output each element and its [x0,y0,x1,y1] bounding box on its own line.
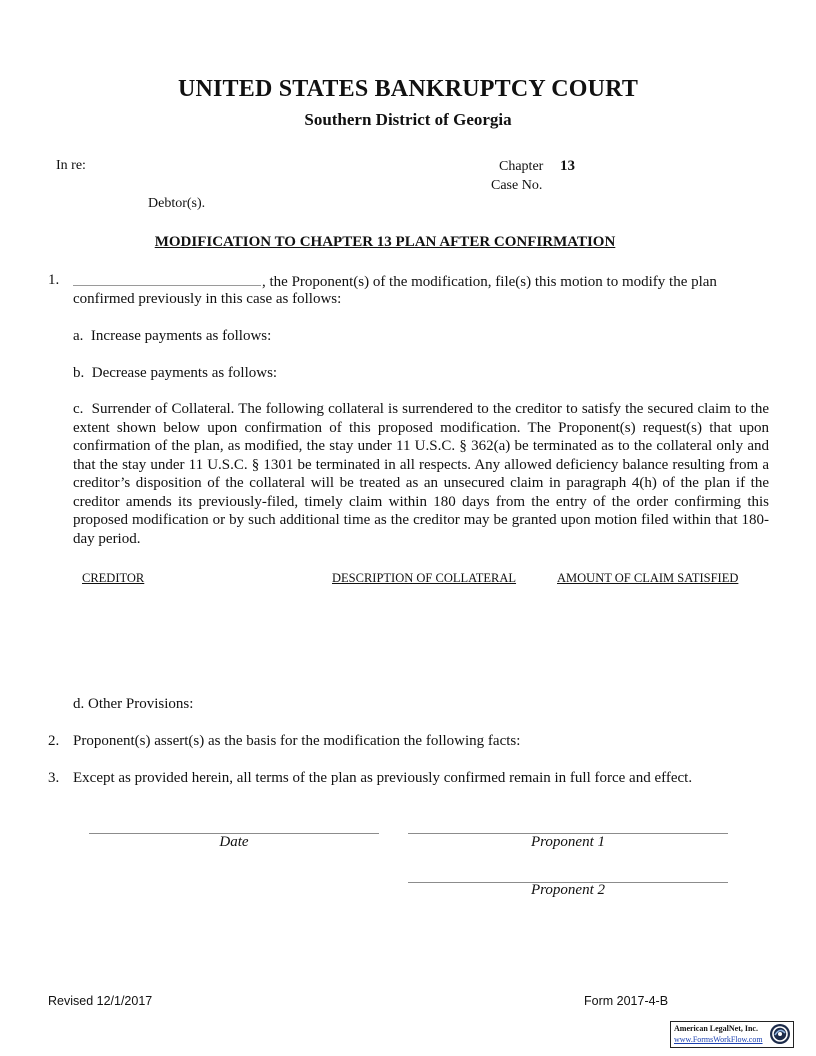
item-a [73,327,271,346]
column-description: DESCRIPTION OF COLLATERAL [332,571,517,585]
item-b-label: b. [73,365,85,381]
item-a-label: a. [73,328,84,344]
item-3-number: 3. [48,770,60,786]
document-title: MODIFICATION TO CHAPTER 13 PLAN AFTER CONFIRMATION [154,234,616,250]
form-number: Form 2017-4-B [584,994,669,1008]
logo-company-name: American LegalNet, Inc. [674,1024,758,1033]
item-c-label: c. [73,401,84,417]
proponent-1-label: Proponent 1 [530,834,606,850]
proponent-name-field[interactable] [73,271,261,286]
revised-date: Revised 12/1/2017 [48,994,153,1008]
item-d-text: Other Provisions: [88,696,194,712]
swirl-logo-icon [769,1023,791,1045]
case-no-label: Case No. [491,178,543,193]
item-1-line [73,271,773,292]
item-3-text: Except as provided herein, all terms of the plan as previously confirmed remain in full force and effect. [73,770,693,786]
item-1-number: 1. [48,272,60,288]
in-re-label: In re: [56,158,86,173]
item-1-text-a: , the Proponent(s) of the modification, file(s) this motion to modify the plan [262,274,717,290]
item-2-number: 2. [48,733,60,749]
debtor-label: Debtor(s). [148,196,206,211]
item-b-text: Decrease payments as follows: [91,365,278,381]
item-b [73,364,277,383]
item-c [73,400,769,548]
court-title: UNITED STATES BANKRUPTCY COURT [177,76,639,102]
district-name: Southern District of Georgia [304,110,512,129]
chapter-value: 13 [560,158,575,174]
publisher-logo[interactable] [670,1021,794,1048]
item-2-text: Proponent(s) assert(s) as the basis for the modification the following facts: [73,733,521,749]
item-c-text: Surrender of Collateral. The following collateral is surrendered to the creditor to satisfy the secured claim to the extent shown below upon confirmation of this proposed modification. The Proponent(s) request(s) that upon confirmation of the plan, as modified, the stay under 11 U.S.C. § 362(a) be terminated as to the collateral only and that the stay under 11 U.S.C. § 1301 be terminated in all respects. Any allowed deficiency balance resulting from a creditor’s disposition of the collateral will be treated as an unsecured claim in paragraph 4(h) of the plan if the creditor amends its previously-filed, timely claim within 180 days from the entry of the order confirming this proposed modification or by such additional time as the creditor may be granted upon motion filed within that 180-day period. [73,401,769,547]
date-label: Date [219,834,249,850]
item-d [73,695,193,714]
item-d-label: d. [73,696,85,712]
logo-url[interactable]: www.FormsWorkFlow.com [674,1035,763,1044]
item-a-text: Increase payments as follows: [90,328,272,344]
item-1-text-b: confirmed previously in this case as follows: [73,291,342,307]
column-creditor: CREDITOR [82,571,145,585]
chapter-label: Chapter [499,159,544,174]
column-amount: AMOUNT OF CLAIM SATISFIED [557,571,739,585]
proponent-2-label: Proponent 2 [530,882,606,898]
